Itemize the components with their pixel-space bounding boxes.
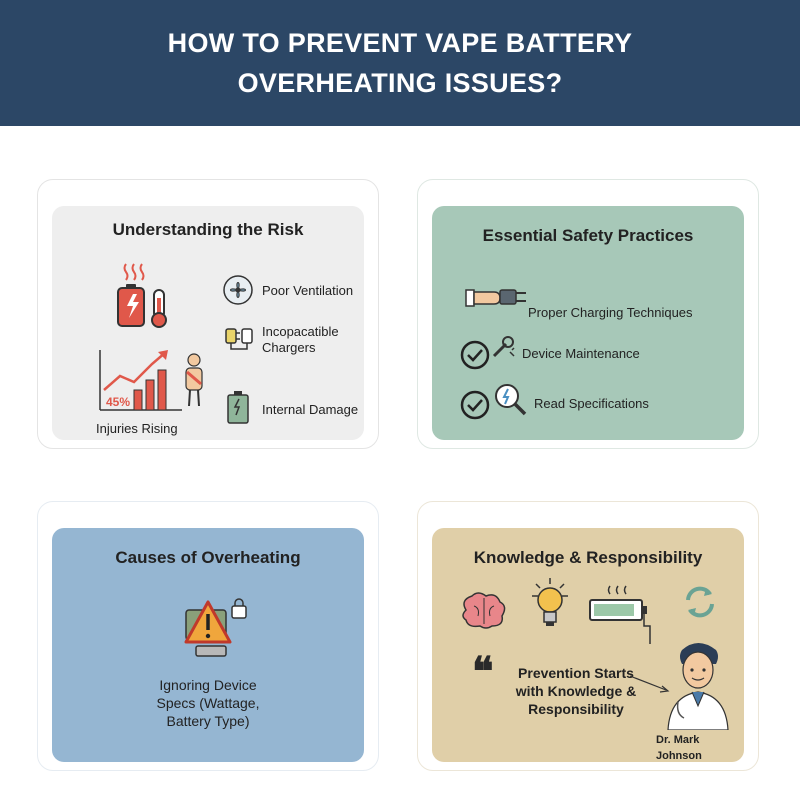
- quote-mark-icon: ❝: [472, 648, 494, 695]
- page-title: HOW TO PREVENT VAPE BATTERY OVERHEATING ISSUES?: [167, 28, 633, 98]
- practice-item-0: Proper Charging Techniques: [528, 305, 693, 320]
- check-circle-icon: [460, 340, 490, 370]
- injured-person-icon: [180, 352, 208, 408]
- causes-text: [52, 676, 364, 730]
- doctor-avatar: [664, 640, 732, 730]
- knowledge-title: Knowledge & Responsibility: [473, 548, 703, 567]
- quote-text: Prevention Starts with Knowledge & Responsibility: [515, 665, 637, 717]
- causes-text-line: Ignoring Device Specs (Wattage, Battery Type): [156, 677, 260, 729]
- risk-panel: [52, 206, 364, 440]
- check-circle-icon: [460, 390, 490, 420]
- knowledge-card: [417, 501, 759, 771]
- practices-panel: [432, 206, 744, 440]
- author-label: Dr. Mark Johnson: [656, 734, 702, 762]
- wrench-icon: [490, 334, 516, 360]
- magnifier-icon: [492, 382, 528, 418]
- hot-battery-icon: [114, 260, 178, 328]
- injuries-label: Injuries Rising: [96, 421, 178, 436]
- practice-item-1: Device Maintenance: [522, 346, 640, 361]
- practice-item-2: Read Specifications: [534, 396, 649, 411]
- causes-panel: [52, 528, 364, 762]
- percent-label: 45%: [106, 395, 131, 409]
- chargers-label: Incopacatible Chargers: [262, 324, 339, 355]
- plug-icon: [224, 321, 256, 353]
- damage-label: Internal Damage: [262, 402, 359, 417]
- damaged-battery-icon: [226, 390, 250, 424]
- refresh-icon: [680, 582, 720, 622]
- ventilation-label: Poor Ventilation: [262, 283, 354, 298]
- practices-title: Essential Safety Practices: [482, 226, 694, 245]
- causes-card: [37, 501, 379, 771]
- fan-icon: [222, 274, 254, 306]
- causes-title: Causes of Overheating: [115, 548, 301, 567]
- risk-title: Understanding the Risk: [112, 220, 304, 239]
- practices-card: [417, 179, 759, 449]
- knowledge-panel: [432, 528, 744, 762]
- brain-icon: [458, 590, 510, 630]
- warning-device-icon: [182, 598, 250, 662]
- charging-hand-icon: [464, 280, 532, 312]
- lightbulb-icon: [528, 576, 572, 634]
- risk-card: [37, 179, 379, 449]
- battery-cable-icon: [588, 584, 652, 646]
- page-header: [0, 0, 800, 126]
